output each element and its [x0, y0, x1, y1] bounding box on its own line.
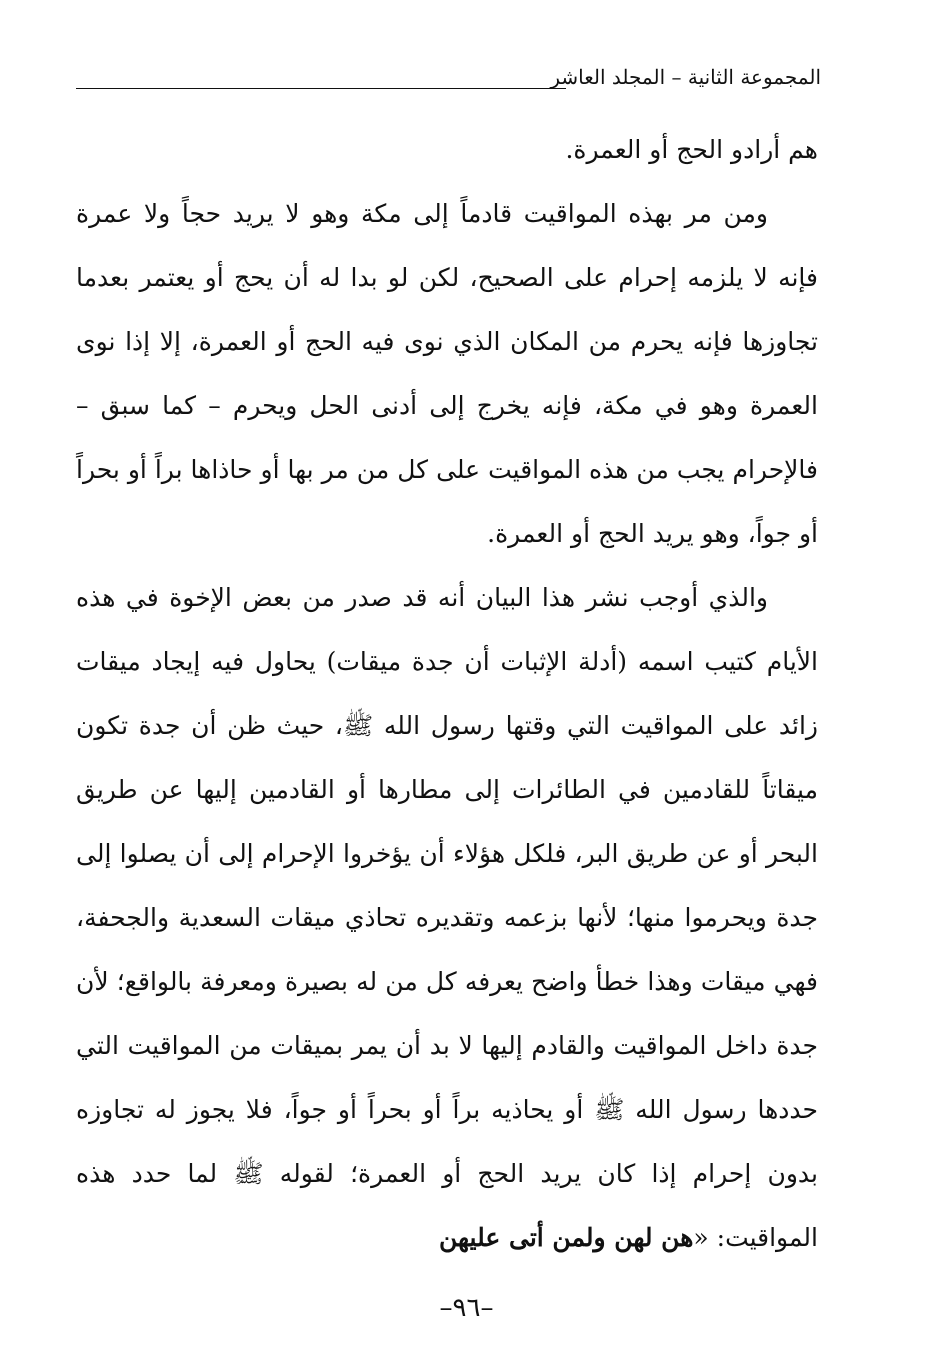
paragraph-3-text: والذي أوجب نشر هذا البيان أنه قد صدر من بعض الإخوة في هذه الأيام كتيب اسمه (أدلة الإثبات أن جدة ميقات) يحاول فيه إيجاد ميقات زائد على المواقيت التي وقتها رسول الله ﷺ، حيث ظن أن جدة تكون ميقاتاً للقادمين في الطائرات إلى مطارها أو القادمين إليها عن طريق البحر أو عن طريق البر، فلكل هؤلاء أن يؤخروا الإحرام إلى أن يصلوا إلى جدة ويحرموا منها؛ لأنها بزعمه وتقديره تحاذي ميقات السعدية والجحفة، فهي ميقات وهذا خطأ واضح يعرفه كل من له بصيرة ومعرفة بالواقع؛ لأن جدة داخل المواقيت والقادم إليها لا بد أن يمر بميقات من المواقيت التي حددها رسول الله ﷺ أو يحاذيه براً أو بحراً أو جواً، فلا يجوز له تجاوزه بدون إحرام إذا كان يريد الحج أو العمرة؛ لقوله ﷺ لما حدد هذه المواقيت: «: [76, 583, 818, 1252]
paragraph-3: [76, 566, 818, 1270]
paragraph-2: ومن مر بهذه المواقيت قادماً إلى مكة وهو لا يريد حجاً ولا عمرة فإنه لا يلزمه إحرام على الصحيح، لكن لو بدا له أن يحج أو يعتمر بعدما تجاوزها فإنه يحرم من المكان الذي نوى فيه الحج أو العمرة، إلا إذا نوى العمرة وهو في مكة، فإنه يخرج إلى أدنى الحل ويحرم – كما سبق – فالإحرام يجب من هذه المواقيت على كل من مر بها أو حاذاها براً أو بحراً أو جواً، وهو يريد الحج أو العمرة.: [76, 199, 819, 548]
header-rule: [76, 88, 566, 89]
body-text: [76, 118, 818, 1270]
page-number: –٩٦–: [439, 1293, 494, 1323]
running-header-title: المجموعة الثانية – المجلد العاشر: [550, 65, 821, 89]
hadith-quote: هن لهن ولمن أتى عليهن: [438, 1223, 694, 1252]
paragraph-1: هم أرادو الحج أو العمرة.: [565, 135, 818, 164]
